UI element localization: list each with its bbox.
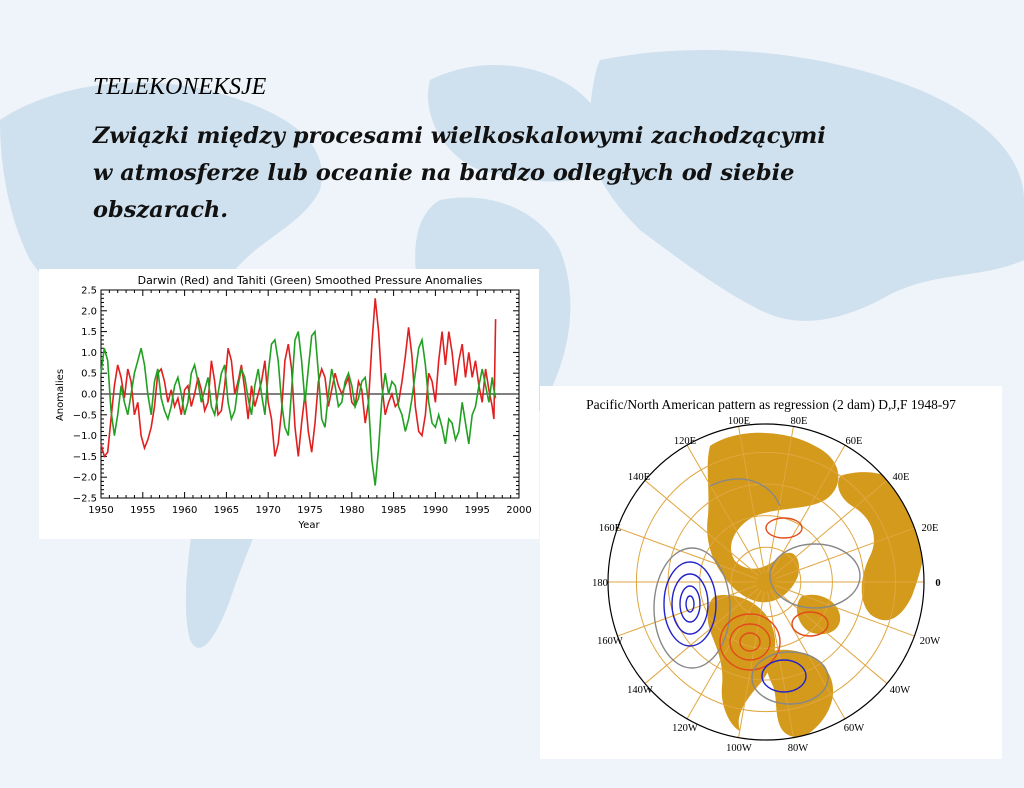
- x-tick-label: 2000: [506, 505, 532, 516]
- x-tick-label: 1990: [422, 505, 449, 516]
- meridian-line: [618, 528, 758, 579]
- longitude-label: 40E: [892, 472, 910, 483]
- y-tick-label: 1.5: [81, 327, 97, 339]
- chart-y-label: Anomalies: [55, 368, 66, 422]
- longitude-label: 80E: [790, 416, 808, 427]
- y-tick-label: 2.0: [81, 306, 97, 318]
- x-tick-label: 1975: [297, 505, 323, 516]
- x-tick-label: 1985: [380, 505, 407, 516]
- pna-polar-map: [540, 386, 1002, 759]
- longitude-label: 80W: [787, 743, 809, 754]
- slide-title: TELEKONEKSJE: [93, 74, 267, 100]
- y-tick-label: 0.0: [81, 389, 97, 401]
- longitude-label: 20E: [921, 523, 939, 534]
- longitude-label: 160E: [598, 523, 622, 534]
- series-tahiti-line: [101, 332, 496, 486]
- longitude-label: 40W: [889, 685, 911, 696]
- subtitle-line-3: obszarach.: [93, 197, 229, 223]
- x-tick-label: 1960: [171, 505, 198, 516]
- y-tick-label: −1.0: [72, 431, 97, 443]
- series-darwin-line: [101, 298, 496, 456]
- y-tick-label: −2.0: [72, 472, 97, 484]
- longitude-label: 60E: [845, 436, 863, 447]
- x-tick-label: 1980: [339, 505, 365, 516]
- subtitle-line-1: Związki między procesami wielkoskalowymi zachodzącymi: [93, 123, 826, 149]
- longitude-label: 160W: [597, 636, 623, 647]
- pressure-anomaly-chart: [39, 269, 539, 539]
- x-tick-label: 1965: [213, 505, 240, 516]
- subtitle-line-2: w atmosferze lub oceanie na bardzo odległych od siebie: [93, 160, 795, 186]
- longitude-label: 0: [935, 578, 941, 589]
- x-tick-label: 1995: [464, 505, 490, 516]
- longitude-label: 20W: [919, 636, 941, 647]
- pna-pattern-map-panel: [540, 386, 1002, 759]
- y-tick-label: −1.5: [72, 451, 97, 463]
- chart-x-label: Year: [298, 520, 320, 531]
- x-tick-label: 1955: [130, 505, 156, 516]
- longitude-label: 140E: [627, 472, 651, 483]
- x-tick-label: 1950: [88, 505, 114, 516]
- chart-title: Darwin (Red) and Tahiti (Green) Smoothed Pressure Anomalies: [137, 274, 483, 287]
- longitude-label: 60W: [843, 723, 865, 734]
- x-tick-label: 1970: [255, 505, 281, 516]
- y-tick-label: −0.5: [72, 410, 97, 422]
- longitude-label: 100W: [726, 743, 752, 754]
- longitude-label: 100E: [727, 416, 751, 427]
- longitude-label: 180: [592, 578, 608, 589]
- y-tick-label: 1.0: [81, 347, 97, 359]
- longitude-label: 140W: [627, 685, 653, 696]
- y-tick-label: −2.5: [72, 493, 97, 505]
- slide-subtitle: [93, 118, 933, 229]
- pressure-anomaly-chart-panel: [39, 269, 539, 539]
- y-tick-label: 2.5: [81, 285, 97, 297]
- longitude-label: 120W: [672, 723, 698, 734]
- longitude-label: 120E: [673, 436, 697, 447]
- y-tick-label: 0.5: [81, 368, 97, 380]
- map-title: Pacific/North American pattern as regression (2 dam) D,J,F 1948-97: [586, 397, 956, 412]
